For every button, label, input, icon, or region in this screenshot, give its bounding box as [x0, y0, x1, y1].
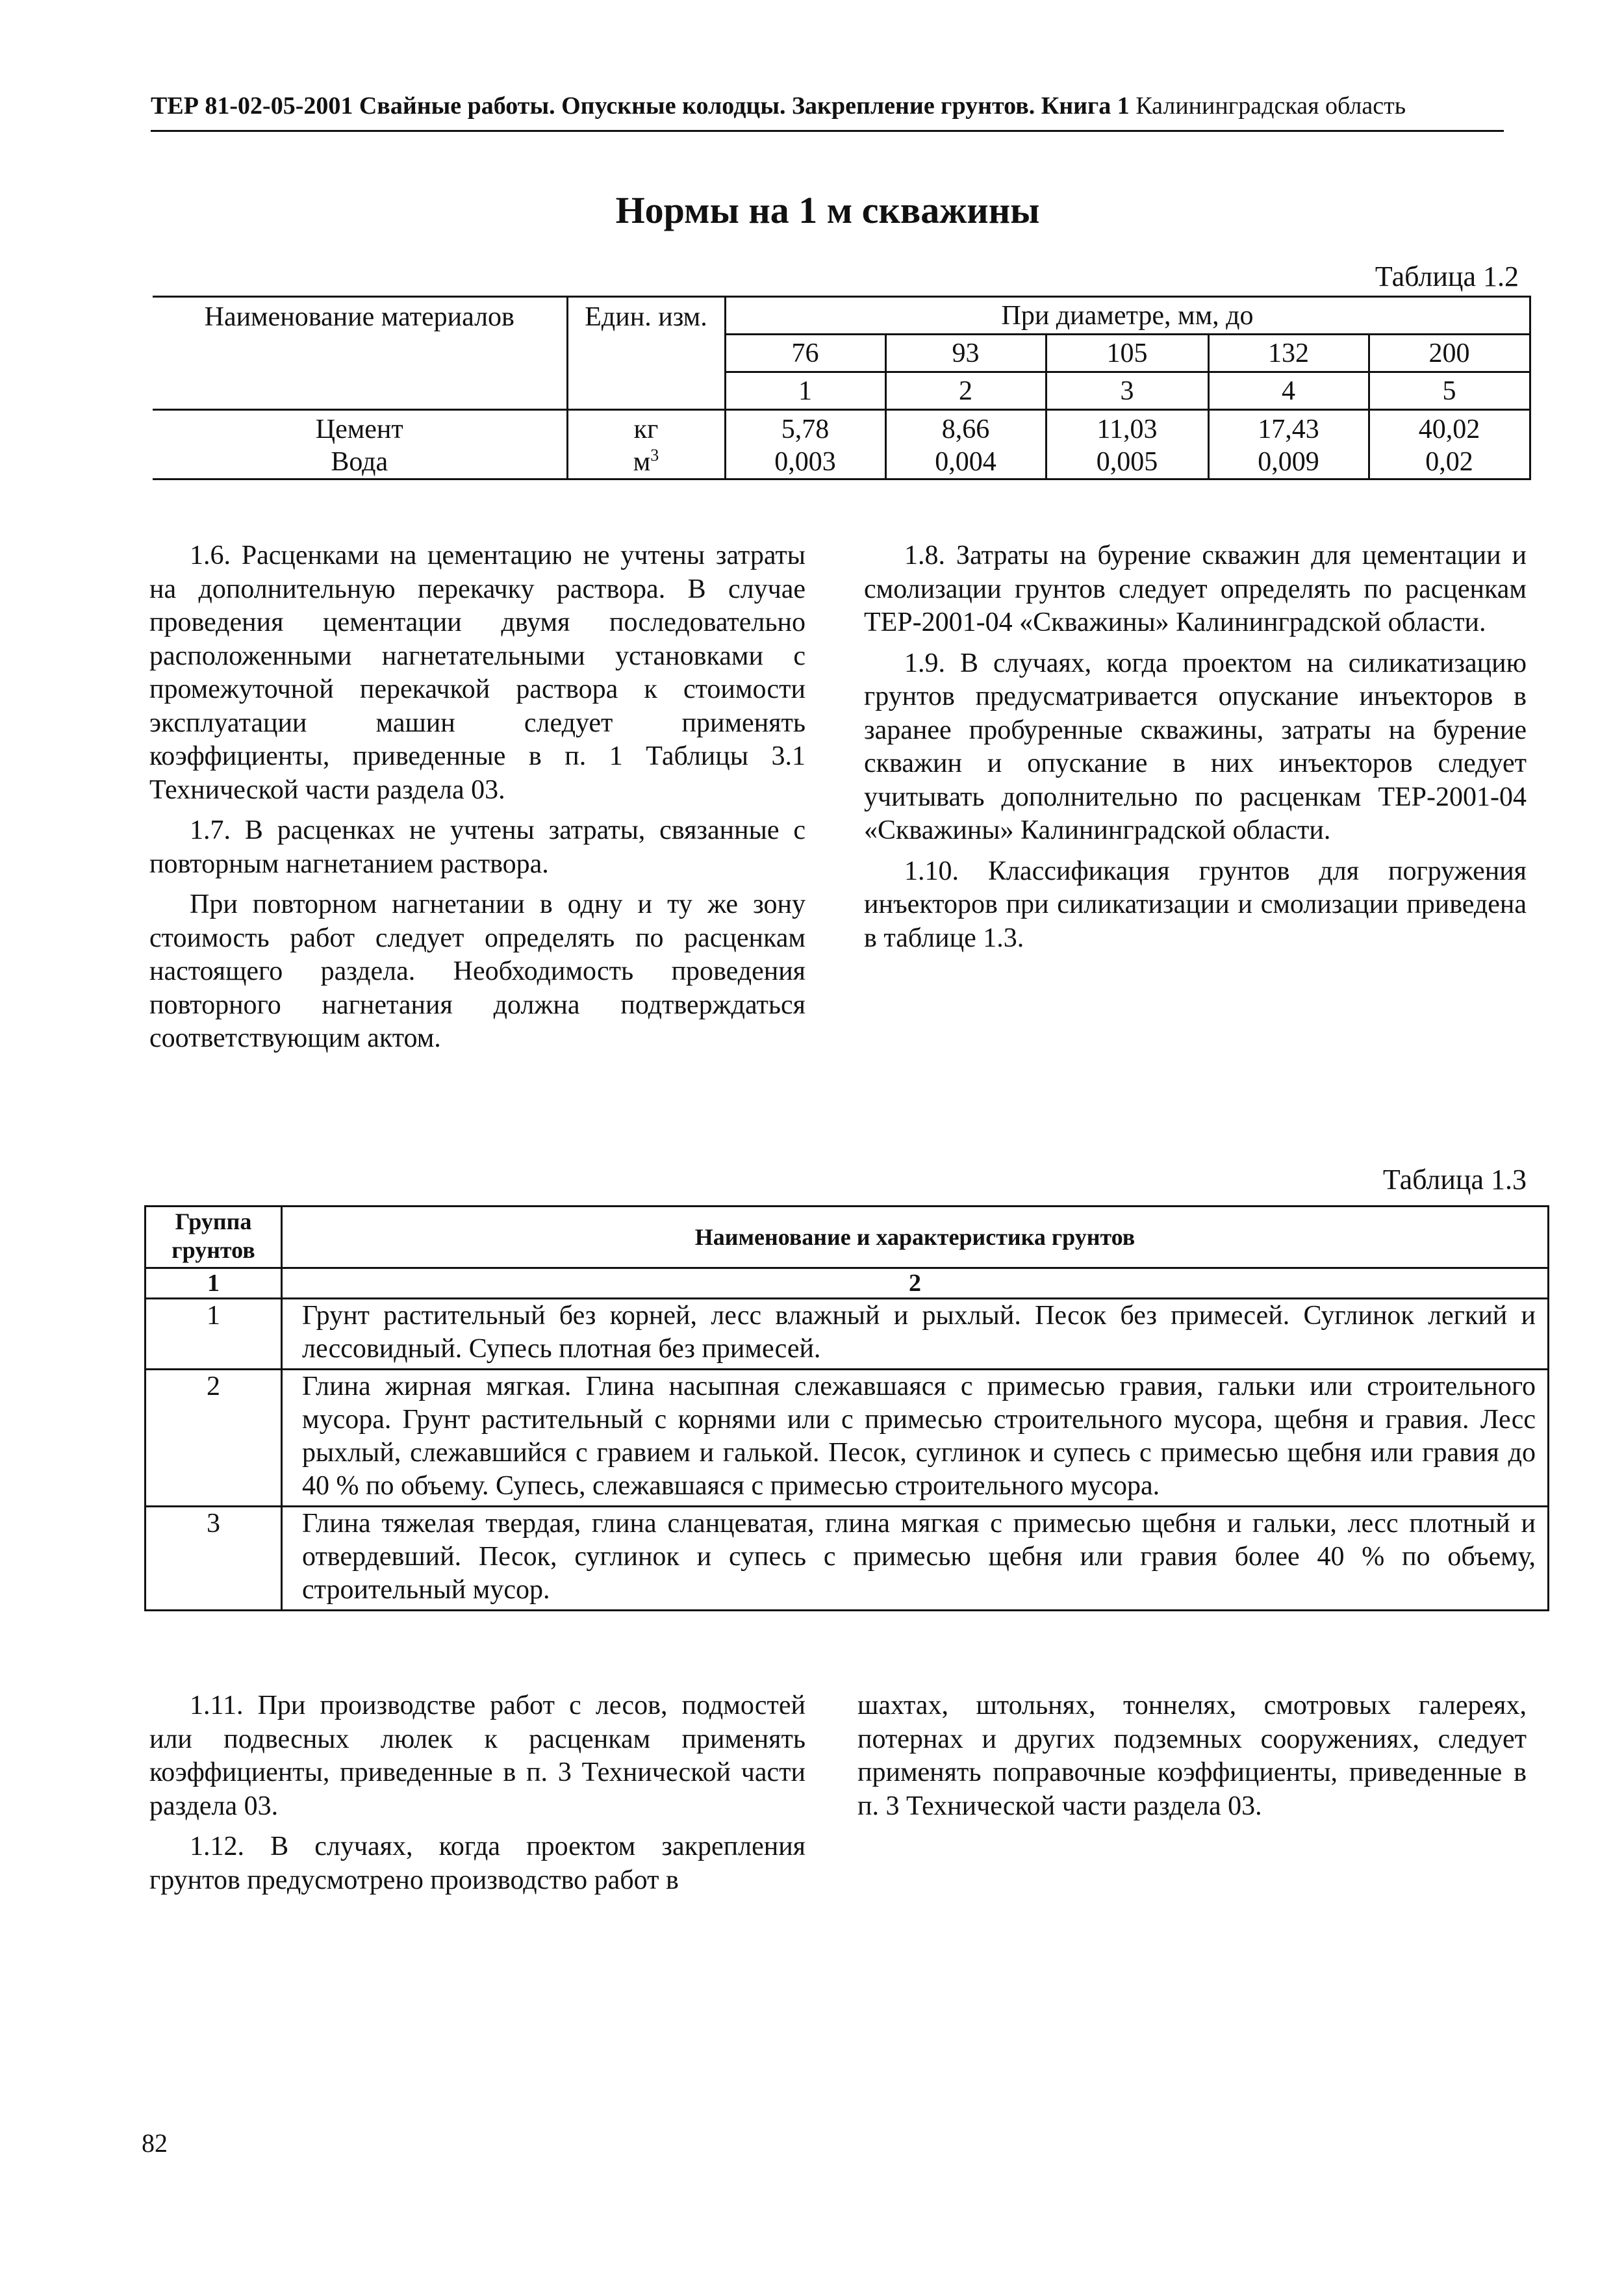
material-names	[153, 410, 567, 479]
value-cell	[1046, 410, 1208, 479]
diameter-value: 200	[1369, 335, 1530, 372]
page-number: 82	[142, 2128, 168, 2158]
left-column	[149, 539, 806, 1063]
material-unit	[568, 446, 724, 478]
norm-value: 5,78	[781, 415, 830, 444]
table-row	[146, 1370, 1549, 1507]
group-header: Группа грунтов	[146, 1207, 282, 1268]
diameter-header: При диаметре, мм, до	[725, 297, 1530, 335]
diameter-value: 93	[885, 335, 1046, 372]
paragraph-1-10: 1.10. Классификация грунтов для погружения инъекторов при силикатизации и смолизации приведена в таблице 1.3.	[864, 856, 1527, 953]
soil-group: 1	[146, 1299, 282, 1370]
column-number: 5	[1369, 372, 1530, 410]
norm-value: 0,003	[774, 447, 836, 477]
header-rule	[151, 130, 1504, 132]
column-number: 1	[146, 1268, 282, 1299]
norm-value: 40,02	[1418, 415, 1480, 444]
paragraph-1-8: 1.8. Затраты на бурение скважин для цементации и смолизации грунтов следует определять по расценкам ТЕР-2001-04 «Скважины» Калининградской области.	[864, 541, 1527, 637]
paragraph-1-11: 1.11. При производстве работ с лесов, подмостей или подвесных люлек к расценкам применять коэффициенты, приведенные в п. 3 Технической части раздела 03.	[149, 1691, 806, 1821]
soil-group: 3	[146, 1507, 282, 1611]
soil-description: Глина тяжелая твердая, глина сланцеватая, глина мягкая с примесью щебня и гальки, лесс плотный и отвердевший. Песок, суглинок и супесь с примесью щебня или гравия более 40 % по объему, строительный мусор.	[282, 1507, 1549, 1611]
column-number: 2	[885, 372, 1046, 410]
norm-value: 11,03	[1097, 415, 1158, 444]
material-units	[567, 410, 725, 479]
column-number: 4	[1208, 372, 1369, 410]
column-number: 2	[282, 1268, 1549, 1299]
column-number: 3	[1046, 372, 1208, 410]
soil-name-header: Наименование и характеристика грунтов	[282, 1207, 1549, 1268]
paragraph-1-6: 1.6. Расценками на цементацию не учтены затраты на дополнительную перекачку раствора. В случае проведения цементации двумя последовательно расположенными нагнетательными установками с промежуточной перекачкой раствора к стоимости эксплуатации машин следует применять коэффициенты, приведенные в п. 1 Таблицы 3.1 Технической части раздела 03.	[149, 541, 806, 805]
norm-value: 0,005	[1096, 447, 1158, 477]
table-row	[146, 1507, 1549, 1611]
value-cell	[885, 410, 1046, 479]
paragraph-1-9: 1.9. В случаях, когда проектом на силикатизацию грунтов предусматривается опускание инъекторов в заранее пробуренные скважины, затраты на бурение скважин и опускание в них инъекторов следует учитывать дополнительно по расценкам ТЕР-2001-04 «Скважины» Калининградской области.	[864, 648, 1527, 845]
value-cell	[1208, 410, 1369, 479]
soil-description: Грунт растительный без корней, лесс влажный и рыхлый. Песок без примесей. Суглинок легкий и лессовидный. Супесь плотная без примесей.	[282, 1299, 1549, 1370]
table-1-3	[144, 1205, 1549, 1611]
table-1-3-caption: Таблица 1.3	[1382, 1164, 1527, 1195]
material-unit: кг	[633, 415, 659, 444]
paragraph-1-12: 1.12. В случаях, когда проектом закрепления грунтов предусмотрено производство работ в	[149, 1832, 806, 1895]
norm-value: 0,009	[1258, 447, 1319, 477]
unit-superscript: 3	[650, 446, 659, 465]
diameter-value: 76	[725, 335, 885, 372]
header-title: ТЕР 81-02-05-2001 Свайные работы. Опускные колодцы. Закрепление грунтов. Книга 1	[151, 92, 1130, 120]
paragraph-1-7: 1.7. В расценках не учтены затраты, связанные с повторным нагнетанием раствора.	[149, 815, 806, 879]
table-1-2	[153, 296, 1531, 480]
section-title: Нормы на 1 м скважины	[615, 189, 1040, 231]
soil-group: 2	[146, 1370, 282, 1507]
value-cell	[725, 410, 885, 479]
material-name: Вода	[331, 447, 388, 477]
column-number: 1	[725, 372, 885, 410]
norm-value: 0,004	[935, 447, 996, 477]
running-header	[151, 90, 1504, 122]
paragraph-1-12-continued: шахтах, штольнях, тоннелях, смотровых галереях, потернах и других подземных сооружениях, следует применять поправочные коэффициенты, приведенные в п. 3 Технической части раздела 03.	[857, 1691, 1527, 1821]
material-name: Цемент	[315, 415, 403, 444]
bottom-right-column	[857, 1689, 1527, 1830]
table-row	[146, 1299, 1549, 1370]
materials-header: Наименование материалов	[153, 297, 567, 410]
diameter-value: 105	[1046, 335, 1208, 372]
unit-header: Един. изм.	[567, 297, 725, 410]
diameter-value: 132	[1208, 335, 1369, 372]
norm-value: 17,43	[1258, 415, 1319, 444]
bottom-left-column	[149, 1689, 806, 1904]
paragraph-repeat-injection: При повторном нагнетании в одну и ту же зону стоимость работ следует определять по расценкам настоящего раздела. Необходимость проведения повторного нагнетания должна подтверждаться соответствующим актом.	[149, 889, 806, 1053]
unit-base: м	[633, 447, 651, 477]
header-region: Калининградская область	[1136, 92, 1406, 120]
soil-description: Глина жирная мягкая. Глина насыпная слежавшаяся с примесью гравия, гальки или строительного мусора. Грунт растительный с корнями или с примесью строительного мусора, щебня и гравия. Лесс рыхлый, слежавшийся с гравием и галькой. Песок, суглинок и супесь с примесью щебня или гравия до 40 % по объему. Супесь, слежавшаяся с примесью строительного мусора.	[282, 1370, 1549, 1507]
value-cell	[1369, 410, 1530, 479]
table-1-2-caption: Таблица 1.2	[1375, 261, 1519, 292]
right-column	[864, 539, 1527, 962]
norm-value: 0,02	[1425, 447, 1473, 477]
norm-value: 8,66	[941, 415, 990, 444]
